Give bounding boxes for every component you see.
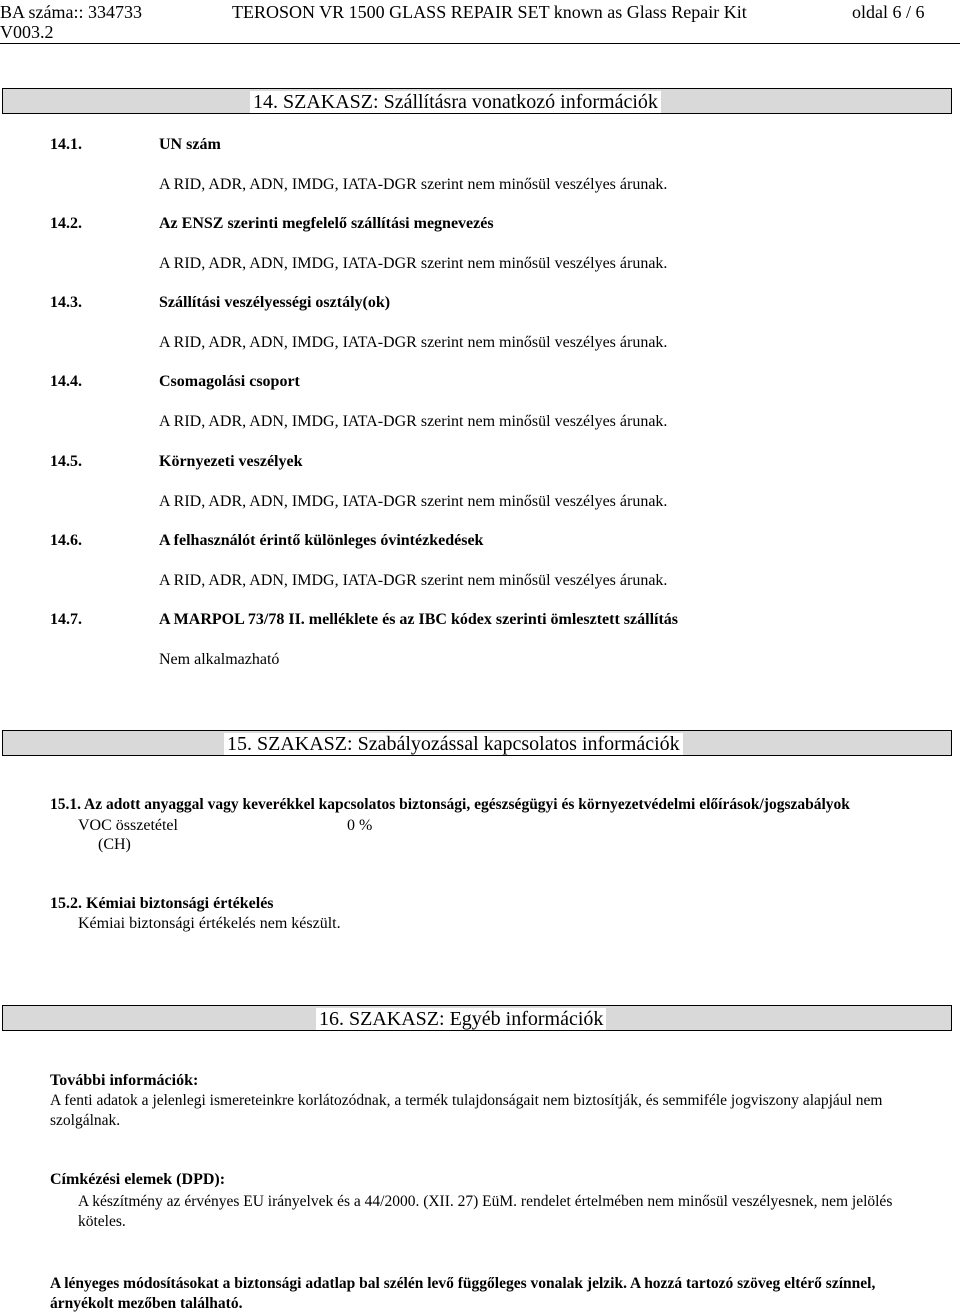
further-info-text: A fenti adatok a jelenlegi ismereteinkre korlátozódnak, a termék tulajdonságait nem biztosítják, és semmiféle jogviszony alapjául nem szolgálnak. (50, 1092, 883, 1129)
item-14-2-label: Az ENSZ szerinti megfelelő szállítási megnevezés (159, 215, 494, 232)
doc-number: BA száma:: 334733 (0, 2, 142, 22)
section-15-title: 15. SZAKASZ: Szabályozással kapcsolatos információk (224, 733, 683, 755)
labelling-heading: Címkézési elemek (DPD): (50, 1171, 226, 1188)
footer-note: A lényeges módosításokat a biztonsági adatlap bal szélén levő függőleges vonalak jelzik. A hozzá tartozó szöveg eltérő színnel, árnyékolt mezőben található. (50, 1275, 876, 1312)
item-14-5-label: Környezeti veszélyek (159, 453, 303, 470)
doc-version: V003.2 (0, 22, 54, 42)
item-14-7-text: Nem alkalmazható (159, 651, 280, 668)
further-info-heading: További információk: (50, 1072, 199, 1089)
item-14-7-label: A MARPOL 73/78 II. melléklete és az IBC kódex szerinti ömlesztett szállítás (159, 611, 679, 628)
section-14-title: 14. SZAKASZ: Szállításra vonatkozó információk (250, 91, 661, 113)
section-16-title: 16. SZAKASZ: Egyéb információk (316, 1008, 606, 1030)
item-14-6-label: A felhasználót érintő különleges óvintézkedések (159, 532, 484, 549)
header-rule (0, 43, 960, 44)
labelling-text: A készítmény az érvényes EU irányelvek és a 44/2000. (XII. 27) EüM. rendelet értelmében nem minősül veszélyesnek, nem jelölés köteles. (78, 1193, 893, 1230)
section-15-2-text: Kémiai biztonsági értékelés nem készült. (78, 915, 341, 932)
item-14-2-text: A RID, ADR, ADN, IMDG, IATA-DGR szerint nem minősül veszélyes árunak. (159, 255, 668, 272)
item-14-4-number: 14.4. (50, 373, 82, 390)
product-name: TEROSON VR 1500 GLASS REPAIR SET known as Glass Repair Kit (232, 2, 747, 22)
voc-label: VOC összetétel (78, 817, 178, 834)
item-14-7-number: 14.7. (50, 611, 82, 628)
item-14-1-number: 14.1. (50, 136, 82, 153)
section-15-2-heading: 15.2. Kémiai biztonsági értékelés (50, 895, 274, 912)
item-14-5-number: 14.5. (50, 453, 82, 470)
item-14-4-text: A RID, ADR, ADN, IMDG, IATA-DGR szerint nem minősül veszélyes árunak. (159, 413, 668, 430)
item-14-1-text: A RID, ADR, ADN, IMDG, IATA-DGR szerint nem minősül veszélyes árunak. (159, 176, 668, 193)
item-14-3-number: 14.3. (50, 294, 82, 311)
voc-value: 0 % (347, 817, 373, 834)
item-14-3-label: Szállítási veszélyességi osztály(ok) (159, 294, 391, 311)
item-14-2-number: 14.2. (50, 215, 82, 232)
page-number: oldal 6 / 6 (852, 2, 925, 22)
item-14-1-label: UN szám (159, 136, 221, 153)
voc-sub: (CH) (98, 836, 131, 853)
item-14-4-label: Csomagolási csoport (159, 373, 300, 390)
item-14-3-text: A RID, ADR, ADN, IMDG, IATA-DGR szerint nem minősül veszélyes árunak. (159, 334, 668, 351)
item-14-6-number: 14.6. (50, 532, 82, 549)
section-15-1-heading: 15.1. Az adott anyaggal vagy keverékkel kapcsolatos biztonsági, egészségügyi és környezetvédelmi előírások/jogszabályok (50, 796, 850, 813)
item-14-5-text: A RID, ADR, ADN, IMDG, IATA-DGR szerint nem minősül veszélyes árunak. (159, 493, 668, 510)
item-14-6-text: A RID, ADR, ADN, IMDG, IATA-DGR szerint nem minősül veszélyes árunak. (159, 572, 668, 589)
